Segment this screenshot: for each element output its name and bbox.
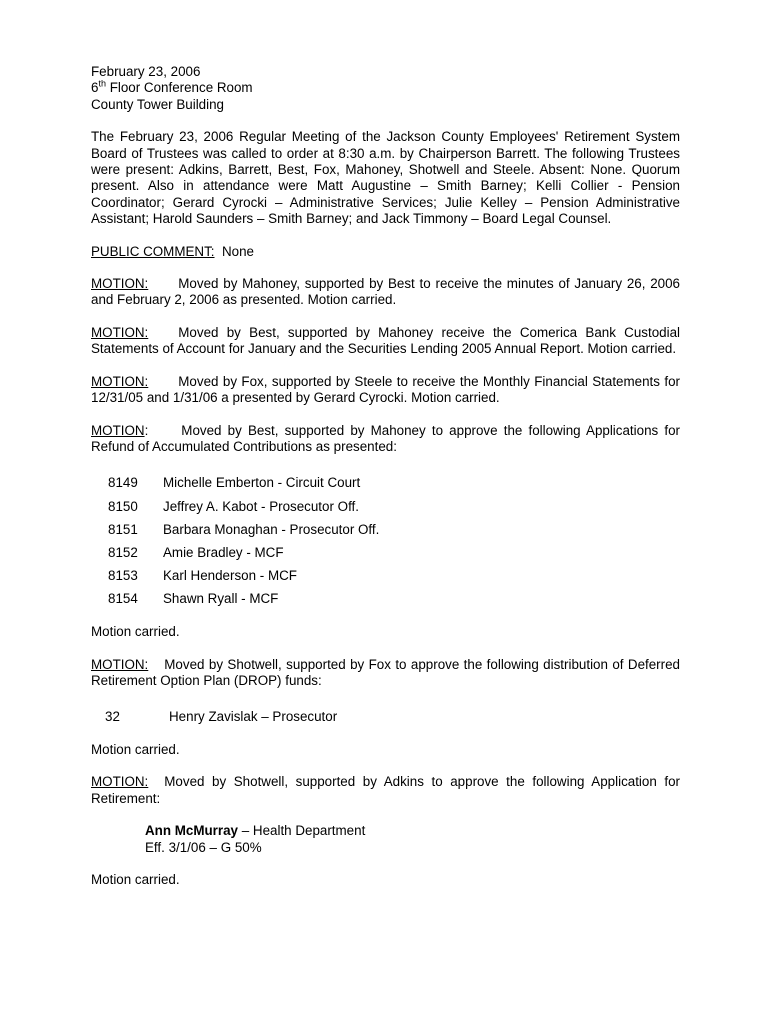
retiree-effective: Eff. 3/1/06 – G 50% (145, 839, 262, 855)
list-item (91, 499, 680, 522)
motion-carried: Motion carried. (91, 624, 180, 640)
motion-text: Moved by Fox, supported by Steele to receive the Monthly Financial Statements for 12/31/05 and 1/31/06 a presented by Gerard Cyrocki. Motion carried. (91, 373, 680, 406)
list-item (91, 591, 680, 614)
motion-label: MOTION: (91, 276, 149, 292)
meeting-date: February 23, 2006 (91, 64, 201, 79)
refund-number: 8151 (108, 521, 138, 537)
list-item (91, 522, 680, 545)
drop-name: Henry Zavislak – Prosecutor (169, 708, 338, 724)
refund-name: Michelle Emberton - Circuit Court (163, 475, 361, 491)
floor-number: 6 (91, 80, 99, 96)
motion-label: MOTION: (91, 373, 149, 389)
motion-text: Moved by Mahoney, supported by Best to receive the minutes of January 26, 2006 and February 2, 2006 as presented. Motion carried. (91, 276, 680, 308)
refund-number: 8154 (108, 591, 138, 607)
public-comment (91, 244, 680, 260)
refund-number: 8152 (108, 544, 138, 560)
refund-name: Barbara Monaghan - Prosecutor Off. (163, 521, 380, 537)
motion-carried: Motion carried. (91, 872, 180, 888)
list-item (91, 568, 680, 591)
refund-number: 8153 (108, 568, 138, 584)
retirement-entry (91, 823, 680, 856)
meeting-building: County Tower Building (91, 96, 224, 112)
motion-label: MOTION (91, 422, 145, 438)
motion-text: Moved by Best, supported by Mahoney to approve the following Applications for Refund of Accumulated Contributions as presented: (91, 422, 680, 454)
retiree-department: – Health Department (238, 823, 366, 839)
public-comment-value: None (221, 243, 254, 259)
public-comment-label: PUBLIC COMMENT: (91, 243, 215, 259)
list-item (91, 545, 680, 568)
motion-text: Moved by Shotwell, supported by Adkins to approve the following Application for Retirement: (91, 774, 680, 806)
refund-name: Amie Bradley - MCF (163, 544, 284, 560)
minutes-page (91, 64, 680, 888)
refund-name: Shawn Ryall - MCF (163, 591, 279, 607)
retiree-line (145, 823, 680, 839)
drop-number: 32 (105, 708, 120, 724)
intro-paragraph: The February 23, 2006 Regular Meeting of the Jackson County Employees' Retirement System Board of Trustees was called to order at 8:30 a.m. by Chairperson Barrett. The following Trustees were present: Adkins, Barrett, Best, Fox, Mahoney, Shotwell and Steele. Absent: None. Quorum present. Also in attendance were Matt Augustine – Smith Barney; Kelli Collier - Pension Coordinator; Gerard Cyrocki – Administrative Services; Julie Kelley – Pension Administrative Assistant; Harold Saunders – Smith Barney; and Jack Timmony – Board Legal Counsel. (91, 129, 680, 227)
motion-minutes (91, 276, 680, 309)
retiree-name: Ann McMurray (145, 823, 239, 839)
motion-drop (91, 657, 680, 690)
motion-colon: : (144, 422, 149, 438)
floor-suffix: th (98, 78, 106, 89)
drop-item (91, 709, 680, 725)
refund-number: 8149 (108, 475, 138, 491)
refund-list (91, 475, 680, 614)
motion-financial (91, 374, 680, 407)
motion-text: Moved by Best, supported by Mahoney receive the Comerica Bank Custodial Statements of Account for January and the Securities Lending 2005 Annual Report. Motion carried. (91, 324, 680, 357)
motion-carried: Motion carried. (91, 742, 180, 758)
refund-number: 8150 (108, 498, 138, 514)
meeting-room (91, 80, 680, 96)
motion-label: MOTION: (91, 774, 149, 790)
motion-refunds (91, 423, 680, 456)
refund-name: Karl Henderson - MCF (163, 568, 297, 584)
motion-label: MOTION: (91, 324, 149, 340)
room-name: Floor Conference Room (105, 80, 253, 96)
list-item (91, 475, 680, 498)
motion-custodial (91, 325, 680, 358)
meeting-header (91, 64, 680, 113)
motion-label: MOTION: (91, 656, 149, 672)
refund-name: Jeffrey A. Kabot - Prosecutor Off. (163, 498, 359, 514)
motion-retirement (91, 774, 680, 807)
motion-text: Moved by Shotwell, supported by Fox to approve the following distribution of Deferred Retirement Option Plan (DROP) funds: (91, 656, 680, 689)
